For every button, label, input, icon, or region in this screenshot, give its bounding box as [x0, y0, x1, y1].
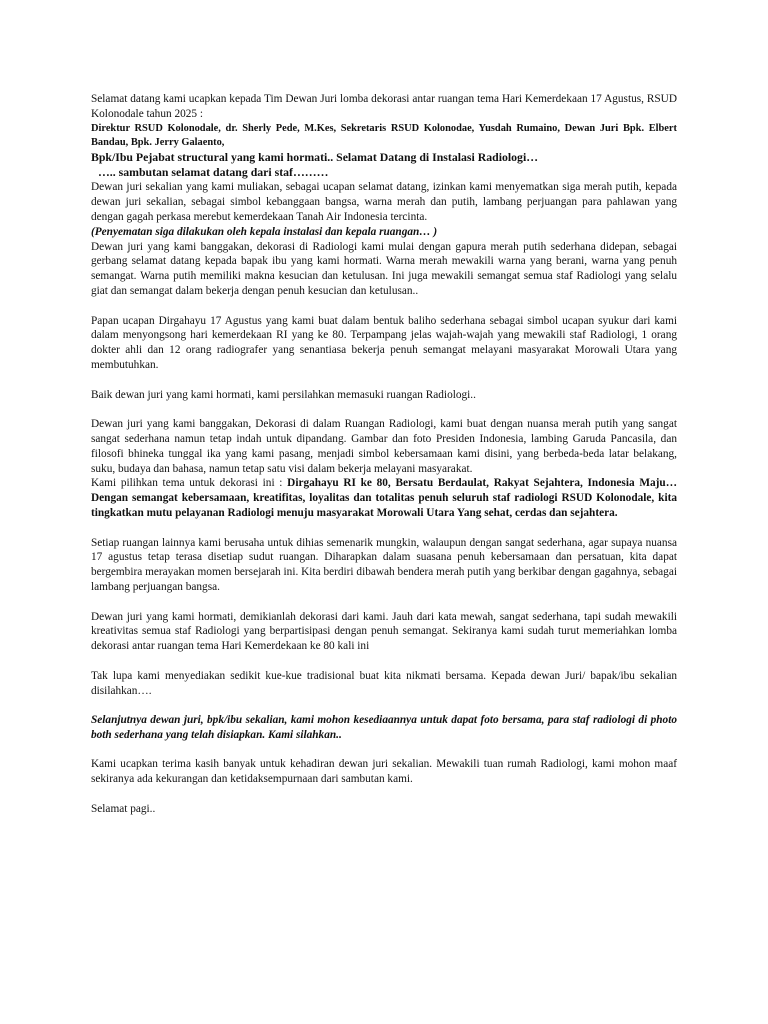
- gate-decoration-paragraph: Dewan juri yang kami banggakan, dekorasi di Radiologi kami mulai dengan gapura merah putih sederhana didepan, sebagai gerbang selamat datang kepada bapak ibu yang kami hormati. Warna merah mewakili warna yang berani, warna yang penuh semangat. Warna putih memiliki makna kesucian dan ketulusan. Ini juga mewakili semangat semua staf Radiologi yang selalu giat dan semangat dalam bekerja dengan penuh kesucian dan ketulusan..: [91, 240, 677, 297]
- welcome-heading: Bpk/Ibu Pejabat structural yang kami hormati.. Selamat Datang di Instalasi Radiologi…: [91, 150, 539, 165]
- pin-stage-direction: (Penyematan siga dilakukan oleh kepala instalasi dan kepala ruangan… ): [91, 225, 438, 238]
- theme-bold-text: Dirgahayu RI ke 80, Bersatu Berdaulat, Rakyat Sejahtera, Indonesia Maju… Dengan semangat kebersamaan, kreatifitas, loyalitas dan totalitas penuh seluruh staf radiologi RSUD Kolonodale, kita tingkatkan mutu pelayanan Radiologi menuju masyarakat Morowali Utara Yang sehat, cerdas dan sejahtera.: [91, 477, 677, 519]
- room-decoration-paragraph: Dewan juri yang kami banggakan, Dekorasi di dalam Ruangan Radiologi, kami buat dengan nuansa merah putih yang sangat sangat sederhana namun tetap indah untuk dipandang. Gambar dan foto Presiden Indonesia, lambing Garuda Pancasila, dan filosofi bhineka tunggal ika yang kami pasang, menjadi simbol kebersamaan kami disini, yang berbeda-beda latar belakang, suku, budaya dan bahasa, namun tetap satu visi dalam bekerja melayani masyarakat.: [91, 418, 677, 475]
- thanks-paragraph: Kami ucapkan terima kasih banyak untuk kehadiran dewan juri sekalian. Mewakili tuan rumah Radiologi, kami mohon maaf sekiranya ada kekurangan dan ketidaksempurnaan dari sambutan kami.: [91, 758, 677, 786]
- closing-decoration-paragraph: Dewan juri yang kami hormati, demikianlah dekorasi dari kami. Jauh dari kata mewah, sangat sederhana, tapi sudah mewakili kreativitas semua staf Radiologi yang berpartisipasi dengan penuh semangat. Sekiranya kami sudah turut memeriahkan lomba dekorasi antar ruangan tema Hari Kemerdekaan ke 80 kali ini: [91, 610, 677, 653]
- theme-lead-text: Kami pilihkan tema untuk dekorasi ini :: [91, 477, 288, 490]
- invitation-paragraph: Baik dewan juri yang kami hormati, kami persilahkan memasuki ruangan Radiologi..: [91, 388, 476, 401]
- theme-paragraph: [91, 476, 677, 520]
- closing-greeting: Selamat pagi..: [91, 802, 156, 815]
- document-page: [91, 92, 677, 817]
- banner-paragraph: Papan ucapan Dirgahayu 17 Agustus yang kami buat dalam bentuk baliho sederhana sebagai simbol ucapan syukur dari kami dalam menyongsong hari kemerdekaan RI yang ke 80. Terpampang jelas wajah-wajah yang mewakili staf Radiologi, 1 orang dokter ahli dan 12 orang radiografer yang senantiasa bekerja penuh semangat melayani masyarakat Morowali Utara yang membutuhkan.: [91, 314, 677, 371]
- staff-welcome-line: ….. sambutan selamat datang dari staf………: [98, 165, 329, 180]
- other-rooms-paragraph: Setiap ruangan lainnya kami berusaha untuk dihias semenarik mungkin, walaupun dengan sangat sederhana, agar supaya nuansa 17 agustus tetap terasa disetiap sudut ruangan. Diharapkan dalam suasana penuh kebersamaan dan persatuan, kita dapat bergembira merayakan momen bersejarah ini. Kita berdiri dibawah bendera merah putih yang berkibar dengan gagahnya, sebagai lambang perjuangan bangsa.: [91, 536, 677, 593]
- snacks-paragraph: Tak lupa kami menyediakan sedikit kue-kue tradisional buat kita nikmati bersama. Kepada dewan Juri/ bapak/ibu sekalian disilahkan….: [91, 669, 677, 697]
- guest-list-paragraph: Direktur RSUD Kolonodale, dr. Sherly Pede, M.Kes, Sekretaris RSUD Kolonodae, Yusdah Rumaino, Dewan Juri Bpk. Elbert Bandau, Bpk. Jerry Galaento,: [91, 122, 677, 148]
- photo-session-paragraph: Selanjutnya dewan juri, bpk/ibu sekalian, kami mohon kesediaannya untuk dapat foto bersama, para staf radiologi di photo both sederhana yang telah disiapkan. Kami silahkan..: [91, 714, 677, 741]
- greeting-paragraph: Selamat datang kami ucapkan kepada Tim Dewan Juri lomba dekorasi antar ruangan tema Hari Kemerdekaan 17 Agustus, RSUD Kolonodale tahun 2025 :: [91, 93, 677, 120]
- pin-paragraph: Dewan juri sekalian yang kami muliakan, sebagai ucapan selamat datang, izinkan kami menyematkan siga merah putih, kepada dewan juri sekalian, sebagai simbol kebanggaan bangsa, warna merah dan putih, lambang perjuangan para pahlawan yang dengan gagah perkasa merebut kemerdekaan Tanah Air Indonesia tercinta.: [91, 181, 677, 223]
